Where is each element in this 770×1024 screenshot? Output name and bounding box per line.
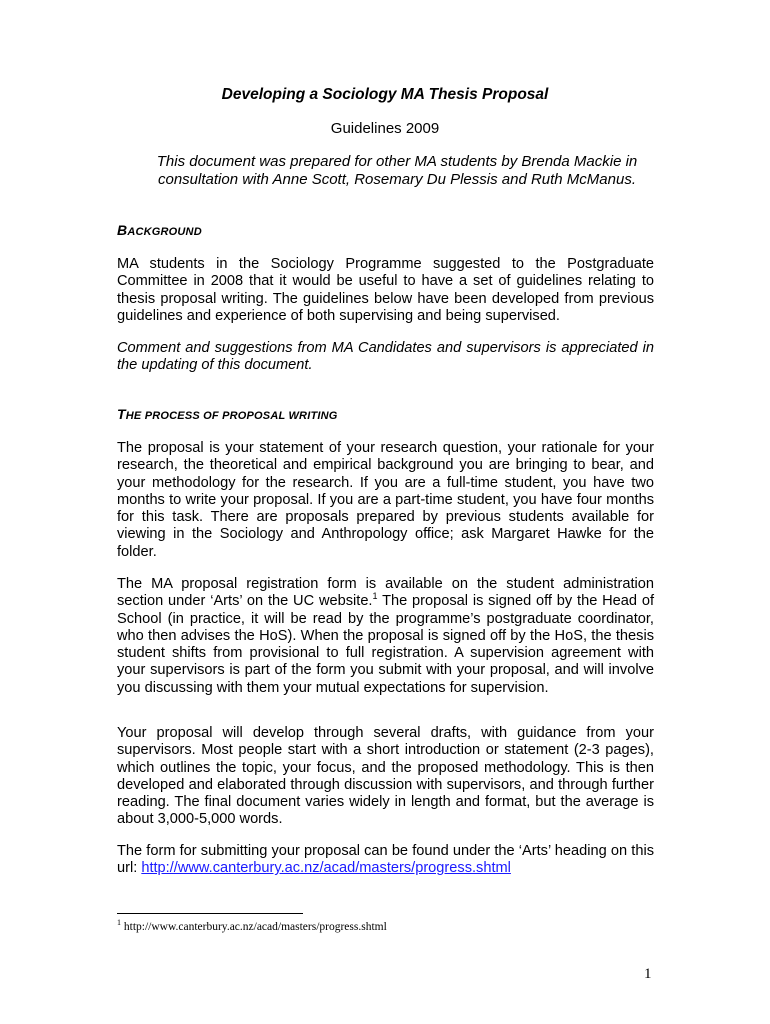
process-paragraph-1: The proposal is your statement of your research question, your rationale for your research, the theoretical and empirical background you are bringing to bear, and your methodology for the research. If you are a full-time student, you have two months to write your proposal. If you are a part-time student, you have four months for this task. There are proposals prepared by previous students available for viewing in the Sociology and Anthropology office; ask Margaret Hawke for the folder. xyxy=(117,440,654,560)
footnote-text: http://www.canterbury.ac.nz/acad/masters/progress.shtml xyxy=(121,921,387,933)
process-heading-initial: T xyxy=(117,406,126,422)
process-paragraph-2-end: The proposal is signed off by the Head of School (in practice, it will be read by the programme’s postgraduate coordinator, who then advises the HoS). When the proposal is signed off by the HoS, the thesis student shifts from provisional to full registration. A supervision agreement with your supervisors is part of the form you submit with your proposal, and will involve you discussing with them your mutual expectations for supervision. xyxy=(117,593,654,696)
process-paragraph-3: Your proposal will develop through several drafts, with guidance from your supervisors. Most people start with a short introduction or statement (2-3 pages), which outlines the topic, your focus, and the proposed methodology. This is then developed and elaborated through discussion with supervisors, and through further reading. The final document varies widely in length and format, but the average is about 3,000-5,000 words. xyxy=(117,725,654,828)
process-heading-rest: HE PROCESS OF PROPOSAL WRITING xyxy=(125,410,338,422)
background-heading xyxy=(117,222,202,238)
process-paragraph-4-text: The form for submitting your proposal can be found under the ‘Arts’ heading on this url: xyxy=(117,843,654,877)
process-paragraph-2-start: The MA proposal registration form is available on the student administration section under ‘Arts’ on the UC website. xyxy=(117,576,654,610)
background-heading-rest: ACKGROUND xyxy=(127,226,202,238)
document-intro: This document was prepared for other MA students by Brenda Mackie in consultation with Anne Scott, Rosemary Du Plessis and Ruth McManus. xyxy=(156,153,638,188)
background-paragraph-1: MA students in the Sociology Programme suggested to the Postgraduate Committee in 2008 that it would be useful to have a set of guidelines relating to thesis proposal writing. The guidelines below have been developed from previous guidelines and experience of both supervising and being supervised. xyxy=(117,256,654,324)
footnote-number: 1 xyxy=(117,918,121,927)
process-heading xyxy=(117,406,338,422)
page-number: 1 xyxy=(644,966,652,982)
process-paragraph-4 xyxy=(117,843,654,878)
progress-url-link[interactable]: http://www.canterbury.ac.nz/acad/masters/progress.shtml xyxy=(141,860,511,877)
footnote-reference: 1 xyxy=(372,591,378,602)
process-paragraph-2 xyxy=(117,576,654,697)
footnote-divider xyxy=(117,913,303,914)
document-title: Developing a Sociology MA Thesis Proposal xyxy=(221,86,549,103)
document-subtitle: Guidelines 2009 xyxy=(330,120,440,137)
footnote xyxy=(117,918,387,933)
background-heading-initial: B xyxy=(117,222,128,238)
background-paragraph-2: Comment and suggestions from MA Candidates and supervisors is appreciated in the updating of this document. xyxy=(117,340,654,374)
